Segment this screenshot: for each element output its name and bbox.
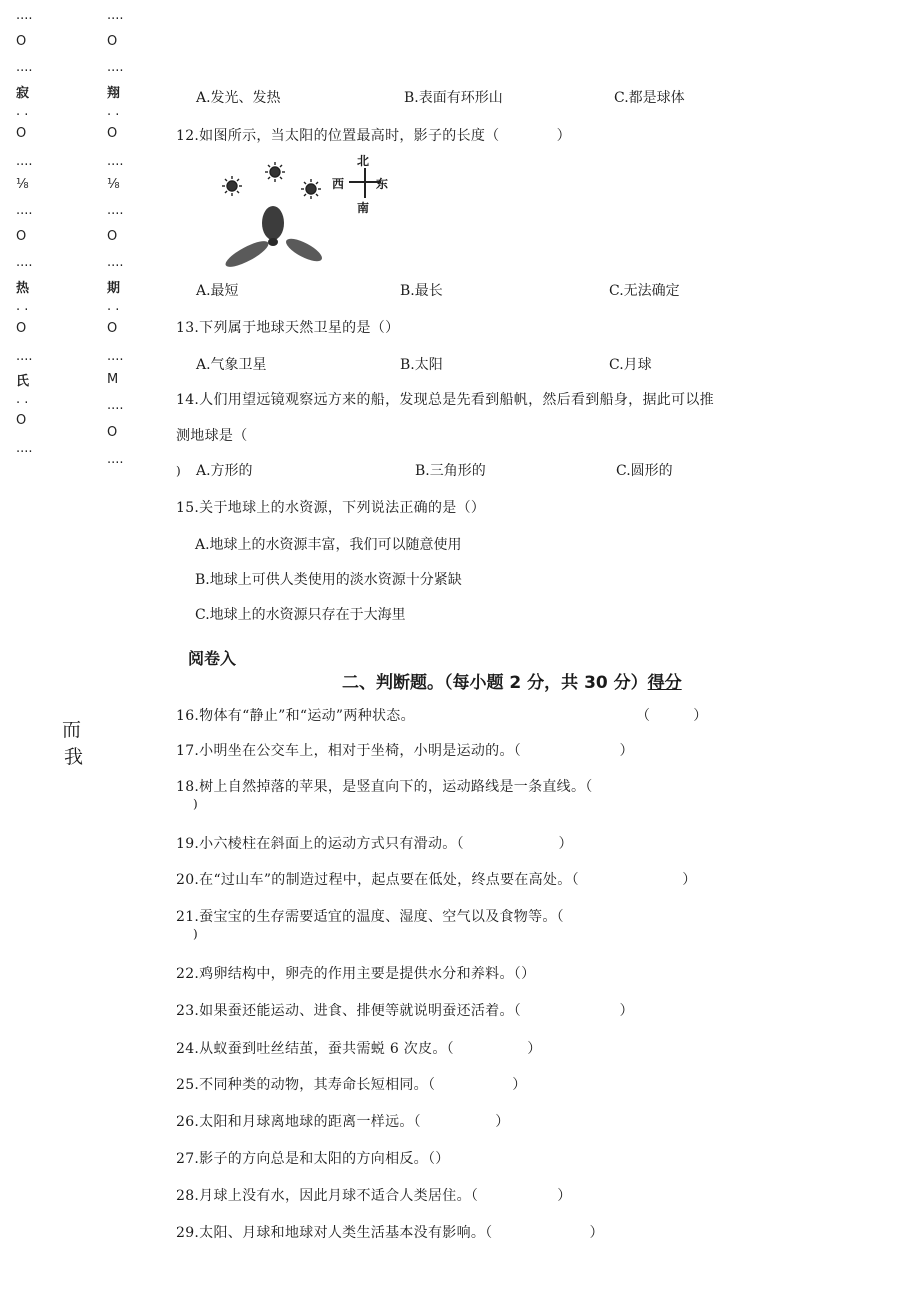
judgment-question: 17.小明坐在公交车上，相对于坐椅，小明是运动的。（ [176,743,522,759]
judgment-question: 26.太阳和月球离地球的距离一样远。（ [176,1114,421,1130]
gutter-mark: .... [16,8,33,23]
gutter-mark: M [107,372,119,387]
section-2-heading: 二、判断题。（每小题 2 分，共 30 分） [342,673,648,693]
answer-blank[interactable]: ） [438,1114,510,1130]
gutter-mark: .... [16,255,33,270]
q14-option-c: C.圆形的 [616,463,673,479]
answer-blank[interactable]: ） [500,1188,572,1204]
q13-option-a: A.气象卫星 [196,357,267,373]
question-14-line2: 测地球是（ [176,428,248,444]
gutter-mark: O [16,34,27,49]
answer-blank[interactable]: ） [487,836,573,852]
q15-option-b: B.地球上可供人类使用的淡水资源十分紧缺 [195,572,462,588]
gutter-mark: ⅛ [107,177,120,192]
gutter-mark: .... [107,203,124,218]
judgment-question: 29.太阳、月球和地球对人类生活基本没有影响。（ [176,1225,493,1241]
gutter-mark: · · [107,303,120,318]
judgment-question: 21.蚕宝宝的生存需要适宜的温度、湿度、空气以及食物等。（ [176,909,564,925]
question-12: 12.如图所示，当太阳的位置最高时，影子的长度（ ） [176,128,571,144]
judgment-question: 27.影子的方向总是和太阳的方向相反。（） [176,1151,450,1167]
q14-option-a: A.方形的 [196,463,253,479]
judgment-question: 19.小六棱柱在斜面上的运动方式只有滑动。（ [176,836,464,852]
gutter-mark: O [16,126,27,141]
grader-label: 阅卷入 [188,649,237,668]
gutter-mark: O [107,425,118,440]
question-13: 13.下列属于地球天然卫星的是（） [176,320,400,336]
gutter-mark: O [16,229,27,244]
gutter-mark: ⅛ [16,177,29,192]
compass-south-label: 南 [357,201,370,215]
gutter-mark: .... [107,8,124,23]
q12-figure [212,150,402,275]
q13-option-b: B.太阳 [400,357,443,373]
compass-north-label: 北 [357,154,370,168]
answer-blank[interactable]: （ ） [636,708,708,724]
q11-option-b: B.表面有环形山 [404,90,503,106]
gutter-mark: · · [16,303,29,318]
q15-option-a: A.地球上的水资源丰富，我们可以随意使用 [195,537,462,553]
gutter-mark: 热 [16,281,30,296]
q12-option-c: C.无法确定 [609,283,680,299]
gutter-mark: 氏 [16,374,30,389]
judgment-question: 25.不同种类的动物，其寿命长短相同。（ [176,1077,436,1093]
gutter-mark: 翔 [107,86,121,101]
gutter-mark: 期 [107,281,121,296]
gutter-mark: .... [16,203,33,218]
gutter-mark: .... [107,398,124,413]
gutter-mark: 寂 [16,86,30,101]
shadow-icon [223,206,325,271]
compass-east-label: 东 [376,177,389,191]
gutter-mark: .... [107,154,124,169]
gutter-mark: .... [107,349,124,364]
gutter-mark: O [16,321,27,336]
sun-icon [222,176,242,196]
answer-blank[interactable]: ） [548,1003,634,1019]
gutter-mark: · · [16,396,29,411]
q12-option-b: B.最长 [400,283,443,299]
judgment-question: 28.月球上没有水，因此月球不适合人类居住。（ [176,1188,479,1204]
q11-option-a: A.发光、发热 [196,90,281,106]
gutter-mark: .... [107,452,124,467]
judgment-question: 20.在“过山车”的制造过程中，起点要在低处，终点要在高处。（ [176,872,579,888]
sun-shadow-illustration [212,150,402,275]
q12-option-a: A.最短 [196,283,239,299]
judgment-question: 22.鸡卵结构中，卵壳的作用主要是提供水分和养料。（） [176,966,536,982]
gutter-mark: · · [16,108,29,123]
side-char: 我 [64,746,84,768]
q13-option-c: C.月球 [609,357,652,373]
judgment-question: 23.如果蚕还能运动、进食、排便等就说明蚕还活着。（ [176,1003,522,1019]
gutter-mark: .... [16,441,33,456]
q14-close-paren: ) [176,464,181,478]
sun-icon [301,179,321,199]
gutter-mark: .... [107,255,124,270]
question-15: 15.关于地球上的水资源，下列说法正确的是（） [176,500,486,516]
gutter-mark: · · [107,108,120,123]
section-2-title [342,668,682,693]
side-char: 而 [62,719,82,741]
gutter-mark: .... [16,154,33,169]
gutter-mark: O [107,321,118,336]
gutter-mark: O [107,126,118,141]
gutter-mark: .... [107,60,124,75]
q11-option-c: C.都是球体 [614,90,685,106]
gutter-mark: O [107,34,118,49]
gutter-mark: .... [16,60,33,75]
compass-west-label: 西 [332,177,345,191]
gutter-mark: O [107,229,118,244]
answer-blank[interactable]: ） [548,743,634,759]
answer-blank[interactable]: ） [455,1077,527,1093]
sun-icon [265,162,285,182]
answer-blank[interactable]: ） [470,1041,542,1057]
score-label: 得分 [647,673,682,693]
answer-blank[interactable]: ） [625,872,697,888]
q14-option-b: B.三角形的 [415,463,486,479]
answer-blank[interactable]: ） [518,1225,604,1241]
question-14-line1: 14.人们用望远镜观察远方来的船，发现总是先看到船帆，然后看到船身，据此可以推 [176,392,714,408]
q15-option-c: C.地球上的水资源只存在于大海里 [195,607,406,623]
answer-blank-close[interactable]: ) [193,797,198,811]
gutter-mark: .... [16,349,33,364]
judgment-question: 24.从蚁蚕到吐丝结茧，蚕共需蜕 6 次皮。（ [176,1041,454,1057]
judgment-question: 16.物体有“静止”和“运动”两种状态。 [176,708,415,724]
answer-blank-close[interactable]: ) [193,927,198,941]
gutter-mark: O [16,413,27,428]
judgment-question: 18.树上自然掉落的苹果，是竖直向下的，运动路线是一条直线。（ [176,779,593,795]
